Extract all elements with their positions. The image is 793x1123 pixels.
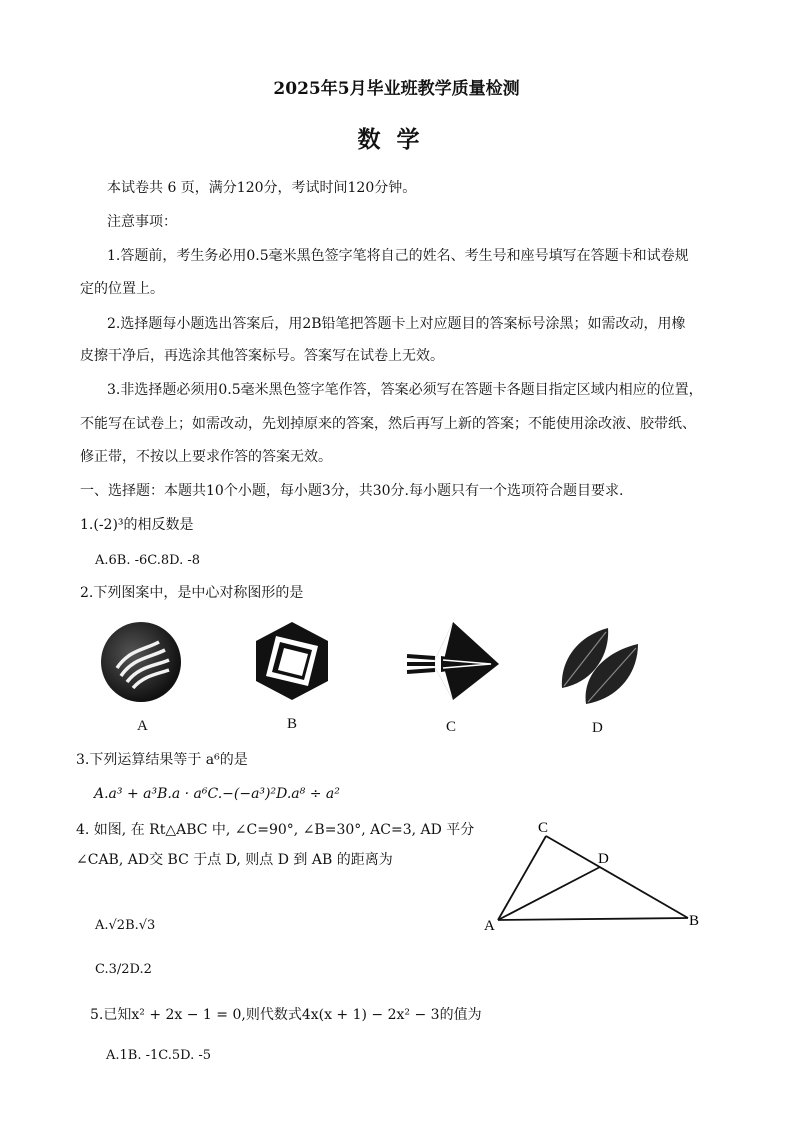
q2-figure-c [403,620,501,702]
notice-item-1-line-2: 定的位置上。 [80,281,164,297]
notice-item-1-line-1: 1.答题前，考生务必用0.5毫米黑色签字笔将自己的姓名、考生号和座号填写在答题卡和试卷规 [107,248,689,264]
section-heading: 一、选择题：本题共10个小题，每小题3分，共30分.每小题只有一个选项符合题目要求. [80,483,624,499]
notice-item-3-line-3: 修正带，不按以上要求作答的答案无效。 [80,449,332,465]
notice-heading: 注意事项： [107,214,177,230]
q2-figure-a [99,620,183,704]
q1-stem: 1.(-2)³的相反数是 [80,517,194,533]
q4-point-b: B [689,913,700,929]
notice-item-2-line-1: 2.选择题每小题选出答案后，用2B铅笔把答题卡上对应题目的答案标号涂黑；如需改动，用橡 [107,316,686,332]
exam-title: 2025年5月毕业班教学质量检测 [273,79,520,99]
q4-stem-line-2: ∠CAB, AD交 BC 于点 D, 则点 D 到 AB 的距离为 [76,852,393,868]
q5-options: A.1B. -1C.5D. -5 [106,1048,212,1063]
notice-item-3-line-2: 不能写在试卷上；如需改动，先划掉原来的答案，然后再写上新的答案；不能使用涂改液、胶带纸、 [80,416,696,432]
q5-stem: 5.已知x² + 2x − 1 = 0,则代数式4x(x + 1) − 2x² − 3的值为 [90,1007,482,1023]
q2-figure-d [558,624,644,708]
intro-text: 本试卷共 6 页，满分120分，考试时间120分钟。 [107,180,417,196]
q3-options: A.a³ + a³B.a · a⁶C.−(−a³)²D.a⁸ ÷ a² [94,786,340,802]
q2-label-a: A [137,718,148,734]
q2-figure-b [252,620,332,702]
q4-point-c: C [538,820,549,836]
subject-title: 数学 [357,126,436,153]
q2-label-d: D [592,720,603,736]
q4-triangle-diagram [478,814,708,934]
q4-stem-line-1: 4. 如图, 在 Rt△ABC 中, ∠C=90°, ∠B=30°, AC=3, AD 平分 [76,822,475,838]
q4-options-cd: C.3/2D.2 [95,962,152,977]
q4-options-ab: A.√2B.√3 [95,918,156,933]
notice-item-2-line-2: 皮擦干净后，再选涂其他答案标号。答案写在试卷上无效。 [80,348,444,364]
notice-item-3-line-1: 3.非选择题必须用0.5毫米黑色签字笔作答，答案必须写在答题卡各题目指定区域内相应的位置， [107,382,703,398]
q2-stem: 2.下列图案中，是中心对称图形的是 [80,585,304,601]
q4-point-a: A [484,918,495,934]
q3-stem: 3.下列运算结果等于 a⁶的是 [76,752,248,768]
q2-label-c: C [446,719,457,735]
q4-point-d: D [598,851,609,867]
q1-options: A.6B. -6C.8D. -8 [95,553,201,568]
q2-label-b: B [287,716,298,732]
